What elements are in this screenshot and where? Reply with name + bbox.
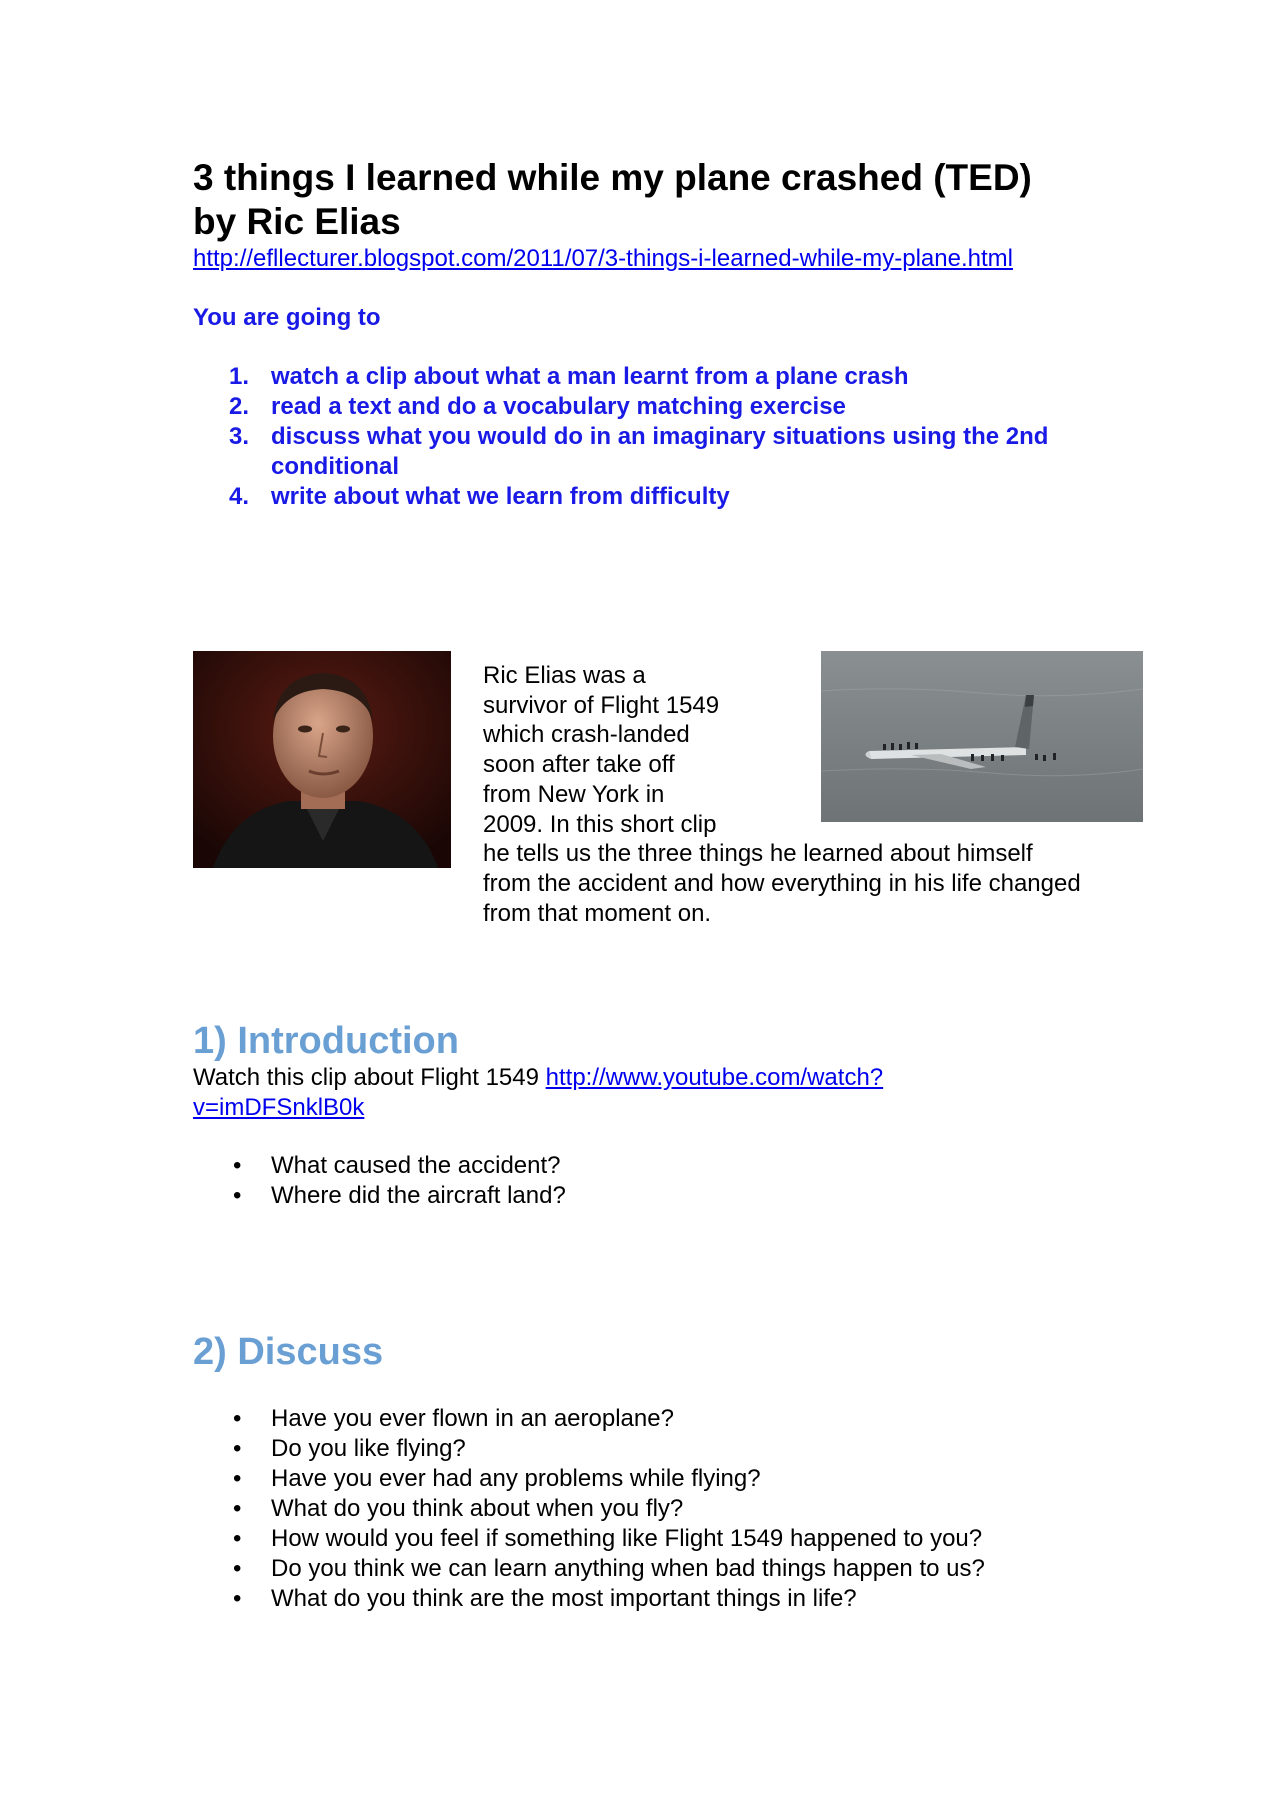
page-title (193, 156, 1113, 244)
section-heading-introduction: 1) Introduction (193, 1020, 459, 1062)
question-text: How would you feel if something like Flight 1549 happened to you? (271, 1525, 983, 1552)
question-text: Do you think we can learn anything when bad things happen to us? (271, 1555, 985, 1582)
title-line-1: 3 things I learned while my plane crashed (TED) (193, 157, 1032, 198)
aims-list (193, 362, 1093, 512)
bullet-icon: • (233, 1152, 242, 1179)
aim-text: write about what we learn from difficulty (271, 483, 730, 510)
aim-item (193, 482, 1093, 512)
bullet-icon: • (233, 1555, 242, 1582)
list-item (193, 1404, 1093, 1434)
bullet-icon: • (233, 1495, 242, 1522)
aim-number: 1. (229, 363, 250, 390)
plane-in-river-photo (821, 651, 1143, 822)
discuss-questions-list (193, 1404, 1093, 1614)
source-link[interactable]: http://efllecturer.blogspot.com/2011/07/3-things-i-learned-while-my-plane.html (193, 245, 1013, 272)
aim-item (193, 422, 1093, 482)
list-item (193, 1494, 1093, 1524)
section-heading-discuss: 2) Discuss (193, 1331, 384, 1373)
aim-text: watch a clip about what a man learnt from a plane crash (271, 363, 909, 390)
aim-item (193, 392, 1093, 422)
bullet-icon: • (233, 1405, 242, 1432)
aim-number: 3. (229, 423, 250, 450)
youtube-link[interactable]: http://www.youtube.com/watch?v=imDFSnklB0k (193, 1064, 884, 1121)
question-text: What do you think are the most important things in life? (271, 1585, 857, 1612)
bullet-icon: • (233, 1585, 242, 1612)
question-text: Have you ever had any problems while flying? (271, 1465, 761, 1492)
question-text: Have you ever flown in an aeroplane? (271, 1405, 674, 1432)
question-text: Where did the aircraft land? (271, 1182, 566, 1209)
aim-number: 4. (229, 483, 250, 510)
ric-elias-photo (193, 651, 451, 868)
watch-clip-label: Watch this clip about Flight 1549 (193, 1064, 546, 1091)
aim-item (193, 362, 1093, 392)
list-item (193, 1554, 1093, 1584)
aim-text: read a text and do a vocabulary matching exercise (271, 393, 846, 420)
bullet-icon: • (233, 1435, 242, 1462)
intro-questions-list (193, 1151, 1093, 1211)
question-text: What caused the accident? (271, 1152, 561, 1179)
bullet-icon: • (233, 1465, 242, 1492)
aim-number: 2. (229, 393, 250, 420)
bullet-icon: • (233, 1182, 242, 1209)
bio-text: Ric Elias was a survivor of Flight 1549 which crash-landed soon after take off from New York in 2009. In this short clip he tells us the three things he learned about himself from the accident and how everything in his life changed from that moment on. (483, 662, 1081, 927)
watch-clip-text (193, 1063, 993, 1123)
bullet-icon: • (233, 1525, 242, 1552)
list-item (193, 1181, 1093, 1211)
aim-text: discuss what you would do in an imaginary situations using the 2nd conditional (271, 423, 1049, 480)
list-item (193, 1464, 1093, 1494)
question-text: What do you think about when you fly? (271, 1495, 684, 1522)
question-text: Do you like flying? (271, 1435, 466, 1462)
title-line-2: by Ric Elias (193, 201, 401, 242)
list-item (193, 1524, 1093, 1554)
list-item (193, 1584, 1093, 1614)
list-item (193, 1434, 1093, 1464)
aims-lead: You are going to (193, 304, 381, 331)
list-item (193, 1151, 1093, 1181)
